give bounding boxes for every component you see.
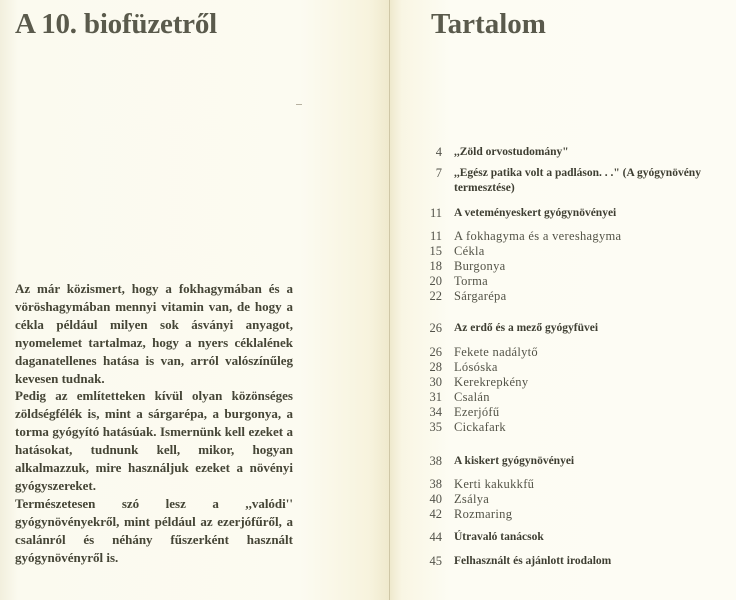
book-spine	[389, 0, 390, 600]
toc-entry-label: Lósóska	[454, 360, 498, 374]
toc-entry-label: Sárgarépa	[454, 289, 507, 303]
toc-entry-label: Útravaló tanácsok	[454, 531, 544, 543]
toc-entry-label: Cékla	[454, 244, 485, 258]
toc-entry-label: Fekete nadálytő	[454, 345, 538, 359]
toc-entry-label: Ezerjófű	[454, 405, 500, 419]
toc-page-number: 30	[429, 375, 442, 389]
toc-page-number: 35	[429, 420, 442, 434]
toc-page-number: 38	[429, 477, 442, 491]
intro-paragraph: Az már közismert, hogy a fokhagymában és a vöröshagymában mennyi vitamin van, de hogy a cékla például milyen sok ásványi anyagot, nyomelemet tartalmaz, hogy a nyers céklalének daganatellenes hatása is van, arról valószínűleg kevesen tudnak.	[15, 281, 293, 386]
toc-page-number: 11	[429, 229, 442, 243]
toc-entry-label: Rozmaring	[454, 507, 513, 521]
toc-page-number: 18	[429, 259, 442, 273]
toc-page-number: 45	[429, 554, 442, 568]
intro-text	[15, 280, 293, 567]
intro-paragraph: Természetesen szó lesz a ,,valódi'' gyógynövényekről, mint például az ezerjófűről, a csalánról és néhány fűszerként használt gyógynövényről is.	[15, 495, 293, 565]
table-of-contents	[400, 0, 736, 600]
toc-page-number: 28	[429, 360, 442, 374]
toc-page-number: 26	[429, 321, 442, 335]
left-page-title: A 10. biofüzetről	[15, 8, 217, 40]
toc-entry-label: Kerekrepkény	[454, 375, 529, 389]
toc-title: Tartalom	[431, 8, 546, 40]
toc-page-number: 34	[429, 405, 442, 419]
toc-page-number: 31	[429, 390, 442, 404]
toc-entry-label: ,,Egész patika volt a padláson. . ." (A gyógynövény	[454, 167, 701, 179]
intro-paragraph: Pedig az említetteken kívül olyan közönséges zöldségfélék is, mint a sárgarépa, a burgonya, a torma gyógyító hatásúak. Ismernünk kell ezeket a hatásokat, tudnunk kell, mikor, hogyan alkalmazzuk, mire használjuk ezeket a növényi gyógyszereket.	[15, 388, 293, 493]
toc-entry-label: Torma	[454, 274, 488, 288]
toc-page-number: 4	[435, 145, 442, 159]
toc-page-number: 26	[429, 345, 442, 359]
toc-page-number: 20	[429, 274, 442, 288]
toc-page-number: 11	[429, 206, 442, 220]
toc-entry-label: Burgonya	[454, 259, 506, 273]
print-mark	[296, 104, 302, 105]
toc-page-number: 42	[429, 507, 442, 521]
toc-entry-label: A kiskert gyógynövényei	[454, 455, 575, 467]
toc-page-number: 22	[429, 289, 442, 303]
toc-entry-label: Az erdő és a mező gyógyfüvei	[454, 322, 599, 334]
toc-entry-label: A fokhagyma és a vereshagyma	[454, 229, 622, 243]
toc-entry-label-continued: termesztése)	[454, 182, 515, 194]
toc-page-number: 44	[429, 530, 442, 544]
toc-entry-label: Cickafark	[454, 420, 506, 434]
toc-entry-label: Zsálya	[454, 492, 490, 506]
toc-entry-label: Felhasznált és ajánlott irodalom	[454, 555, 612, 567]
toc-entry-label-wrap	[454, 166, 701, 196]
toc-page-number: 7	[435, 166, 442, 180]
toc-page-number: 38	[429, 454, 442, 468]
toc-entry-label: Kerti kakukkfű	[454, 477, 535, 491]
toc-entry-label: A veteményeskert gyógynövényei	[454, 207, 617, 219]
toc-entry-label: Csalán	[454, 390, 490, 404]
toc-entry[interactable]	[400, 166, 736, 196]
toc-entry-label: ,,Zöld orvostudomány"	[454, 146, 569, 158]
toc-page-number: 15	[429, 244, 442, 258]
toc-page-number: 40	[429, 492, 442, 506]
